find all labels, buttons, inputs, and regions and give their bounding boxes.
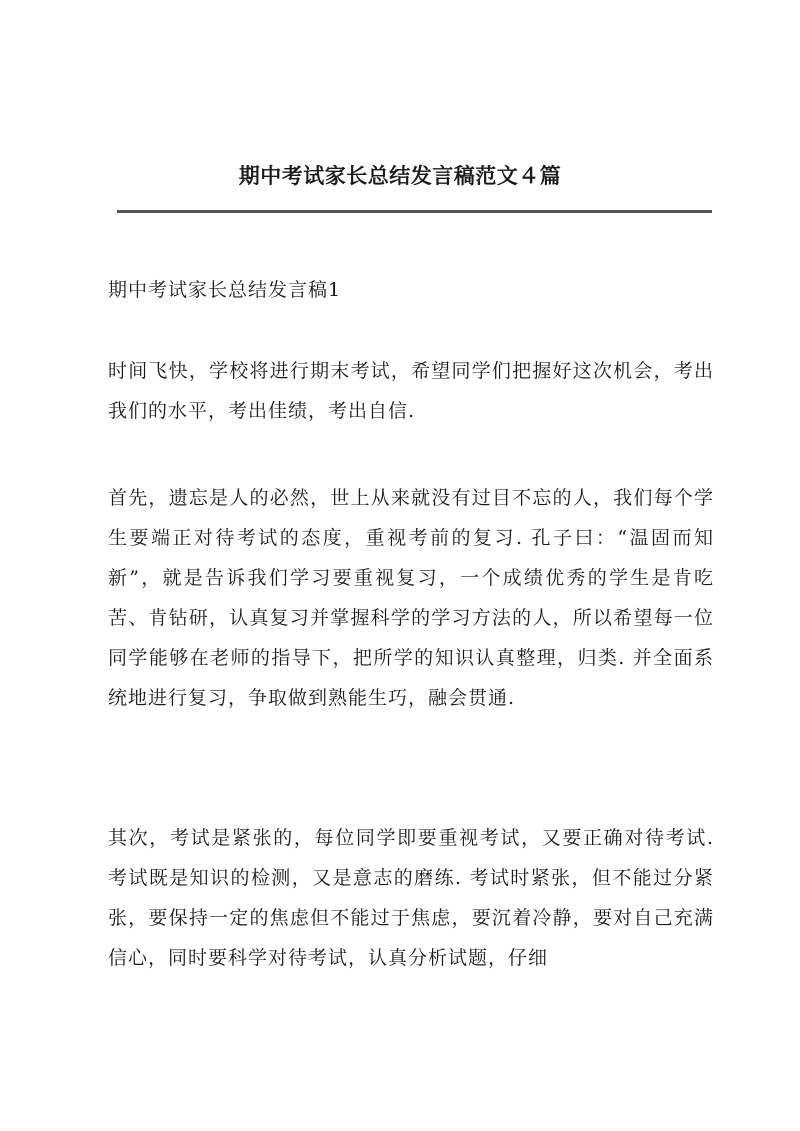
title-divider xyxy=(117,210,712,213)
paragraph-2: 首先，遗忘是人的必然，世上从来就没有过目不忘的人，我们每个学生要端正对待考试的态度，重视考前的复习. 孔子曰：“温固而知新”，就是告诉我们学习要重视复习，一个成绩优秀的学生是肯吃苦、肯钻研，认真复习并掌握科学的学习方法的人，所以希望每一位同学能够在老师的指导下，把所学的知识认真整理，归类. 并全面系统地进行复习，争取做到熟能生巧，融会贯通. xyxy=(108,487,714,709)
paragraph-3: 其次，考试是紧张的，每位同学即要重视考试，又要正确对待考试. 考试既是知识的检测，又是意志的磨练. 考试时紧张，但不能过分紧张，要保持一定的焦虑但不能过于焦虑，要沉着冷静，要对自己充满信心，同时要科学对待考试，认真分析试题，仔细 xyxy=(108,827,714,969)
paragraph-1: 时间飞快，学校将进行期末考试，希望同学们把握好这次机会，考出我们的水平，考出佳绩，考出自信. xyxy=(108,360,714,422)
document-title: 期中考试家长总结发言稿范文４篇 xyxy=(238,163,562,188)
section-heading: 期中考试家长总结发言稿1 xyxy=(108,279,342,301)
